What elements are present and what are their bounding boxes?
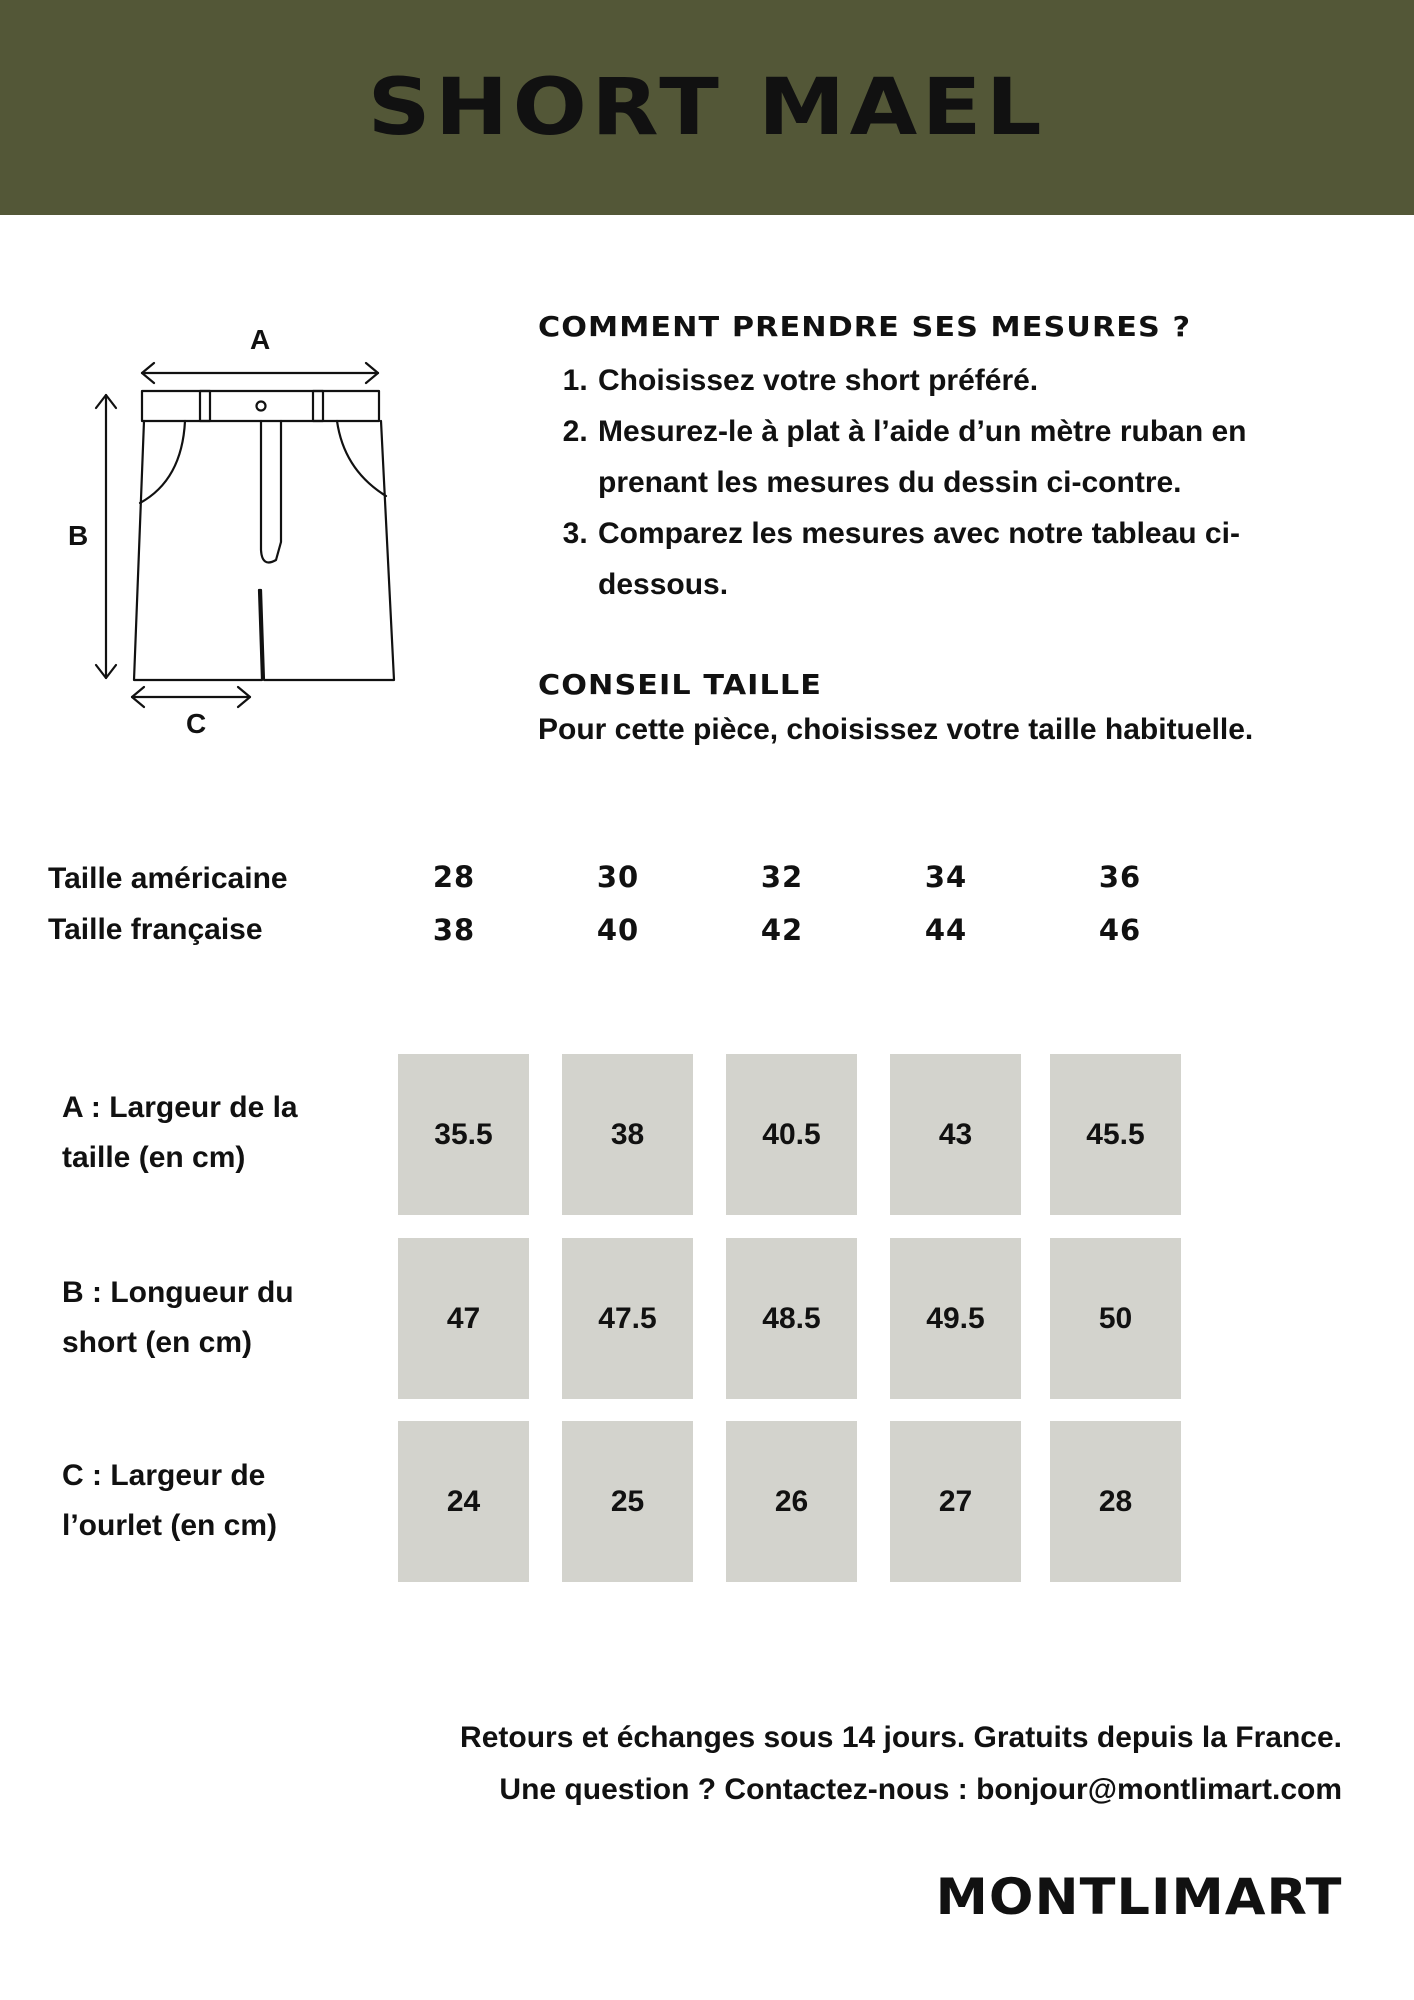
- table-cell: 35.5: [398, 1054, 529, 1215]
- instructions-list: [538, 355, 1358, 610]
- us-size: 30: [596, 860, 640, 894]
- contact-line: Une question ? Contactez-nous : bonjour@montlimart.com: [499, 1773, 1342, 1806]
- table-cell: 24: [398, 1421, 529, 1582]
- fr-size: 42: [760, 913, 804, 947]
- instructions-heading: COMMENT PRENDRE SES MESURES ?: [538, 310, 1192, 343]
- us-size: 32: [760, 860, 804, 894]
- us-size-label: Taille américaine: [48, 862, 288, 895]
- fr-size: 46: [1098, 913, 1142, 947]
- instruction-step: 1. Choisissez votre short préféré.: [596, 355, 1358, 406]
- fr-size: 44: [924, 913, 968, 947]
- dimension-label-b: B: [68, 520, 89, 551]
- fr-size: 38: [432, 913, 476, 947]
- table-cell: 50: [1050, 1238, 1181, 1399]
- row-label-c: C : Largeur de l’ourlet (en cm): [62, 1459, 278, 1542]
- us-size: 28: [432, 860, 476, 894]
- instruction-step: 2. Mesurez-le à plat à l’aide d’un mètre ruban en prenant les mesures du dessin ci-contre.: [596, 406, 1358, 508]
- us-size: 36: [1098, 860, 1142, 894]
- fr-size: 40: [596, 913, 640, 947]
- measurement-instructions: [538, 310, 1358, 747]
- fr-size-label: Taille française: [48, 913, 263, 946]
- table-cell: 25: [562, 1421, 693, 1582]
- page-title: SHORT MAEL: [367, 62, 1047, 153]
- us-size: 34: [924, 860, 968, 894]
- shorts-illustration: [50, 310, 430, 750]
- table-cell: 43: [890, 1054, 1021, 1215]
- dimension-label-a: A: [250, 324, 271, 355]
- table-cell: 47: [398, 1238, 529, 1399]
- returns-policy: Retours et échanges sous 14 jours. Gratuits depuis la France.: [460, 1721, 1342, 1754]
- table-cell: 38: [562, 1054, 693, 1215]
- table-cell: 40.5: [726, 1054, 857, 1215]
- table-cell: 26: [726, 1421, 857, 1582]
- instruction-step: 3. Comparez les mesures avec notre tableau ci-dessous.: [596, 508, 1358, 610]
- dimension-label-c: C: [186, 708, 207, 739]
- shorts-diagram: [50, 310, 430, 750]
- advice-heading: CONSEIL TAILLE: [538, 668, 822, 701]
- table-cell: 48.5: [726, 1238, 857, 1399]
- table-cell: 49.5: [890, 1238, 1021, 1399]
- table-cell: 47.5: [562, 1238, 693, 1399]
- page-header: [0, 0, 1414, 215]
- brand-logo: MONTLIMART: [935, 1868, 1342, 1926]
- row-label-b: B : Longueur du short (en cm): [62, 1276, 294, 1359]
- table-cell: 28: [1050, 1421, 1181, 1582]
- table-cell: 45.5: [1050, 1054, 1181, 1215]
- advice-text: Pour cette pièce, choisissez votre taille habituelle.: [538, 713, 1254, 746]
- row-label-a: A : Largeur de la taille (en cm): [62, 1091, 298, 1174]
- table-cell: 27: [890, 1421, 1021, 1582]
